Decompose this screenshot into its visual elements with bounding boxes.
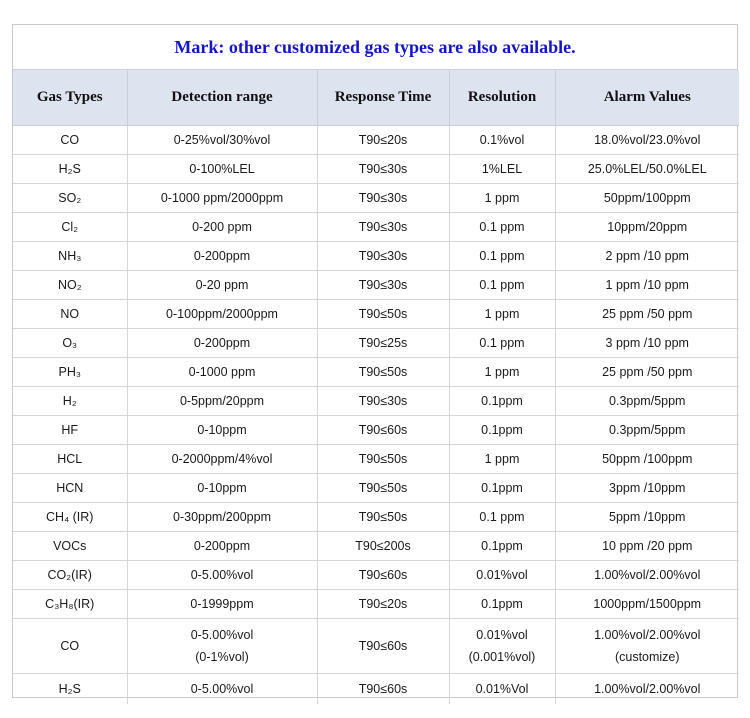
table-row <box>13 213 739 242</box>
cell-response: T90≤60s <box>317 619 449 674</box>
cell-gas: SO₂ <box>13 184 127 213</box>
cell-response: T90≤200s <box>317 532 449 561</box>
cell-response: T90≤50s <box>317 445 449 474</box>
cell-alarm: 1000ppm/1500ppm <box>555 590 739 619</box>
cell-alarm: 25 ppm /50 ppm <box>555 300 739 329</box>
cell-gas: CH₄ (IR) <box>13 503 127 532</box>
cell-range: 0-30ppm/200ppm <box>127 503 317 532</box>
cell-range: 0-25%vol/30%vol <box>127 126 317 155</box>
header-row <box>13 70 739 126</box>
cell-resolution: 1%LEL <box>449 155 555 184</box>
cell-gas: CO <box>13 126 127 155</box>
table-row <box>13 503 739 532</box>
table-row <box>13 300 739 329</box>
cell-gas: NO₂ <box>13 271 127 300</box>
cell-gas: HCN <box>13 474 127 503</box>
cell-range: 0-100ppm/2000ppm <box>127 300 317 329</box>
cell-resolution: 0.1ppm <box>449 416 555 445</box>
cell-range: 0-10ppm <box>127 416 317 445</box>
table-row <box>13 271 739 300</box>
cell-gas: O₃ <box>13 329 127 358</box>
cell-response: T90≤30s <box>317 387 449 416</box>
cell-resolution: 0.1 ppm <box>449 242 555 271</box>
table-row <box>13 532 739 561</box>
cell-response: T90≤25s <box>317 329 449 358</box>
cell-alarm: 10 ppm /20 ppm <box>555 532 739 561</box>
cell-response: T90≤50s <box>317 503 449 532</box>
cell-line: 0-5.00%vol <box>190 628 254 642</box>
cell-response: T90≤60s <box>317 674 449 705</box>
cell-alarm: 3ppm /10ppm <box>555 474 739 503</box>
cell-range: 0-5ppm/20ppm <box>127 387 317 416</box>
cell-resolution: 0.01%vol <box>449 561 555 590</box>
cell-gas: C₃H₈(IR) <box>13 590 127 619</box>
cell-line: (0-1%vol) <box>195 650 249 664</box>
cell-response: T90≤60s <box>317 416 449 445</box>
cell-resolution: 0.01%Vol <box>449 674 555 705</box>
cell-range: 0-200 ppm <box>127 213 317 242</box>
gas-spec-table <box>13 70 739 704</box>
cell-range: 0-200ppm <box>127 329 317 358</box>
cell-range: 0-5.00%vol <box>127 674 317 705</box>
cell-line: (customize) <box>614 650 680 664</box>
cell-range: 0-200ppm <box>127 242 317 271</box>
cell-alarm: 25 ppm /50 ppm <box>555 358 739 387</box>
table-row <box>13 590 739 619</box>
cell-alarm: 10ppm/20ppm <box>555 213 739 242</box>
cell-range: 0-2000ppm/4%vol <box>127 445 317 474</box>
cell-resolution: 1 ppm <box>449 184 555 213</box>
cell-resolution: 0.1 ppm <box>449 503 555 532</box>
cell-response: T90≤30s <box>317 155 449 184</box>
gas-spec-table-frame <box>12 24 738 698</box>
header-gas-types: Gas Types <box>13 70 127 126</box>
cell-response: T90≤50s <box>317 358 449 387</box>
cell-line: (0.001%vol) <box>468 650 536 664</box>
cell-alarm: 3 ppm /10 ppm <box>555 329 739 358</box>
cell-range: 0-5.00%vol <box>127 561 317 590</box>
cell-response: T90≤20s <box>317 126 449 155</box>
cell-alarm: 0.3ppm/5ppm <box>555 387 739 416</box>
cell-gas: HCL <box>13 445 127 474</box>
cell-line: 1.00%vol/2.00%vol <box>594 628 701 642</box>
table-row <box>13 184 739 213</box>
cell-alarm: 1 ppm /10 ppm <box>555 271 739 300</box>
cell-alarm: 50ppm/100ppm <box>555 184 739 213</box>
cell-gas: H₂S <box>13 155 127 184</box>
cell-gas: NH₃ <box>13 242 127 271</box>
cell-resolution: 0.1 ppm <box>449 329 555 358</box>
cell-alarm: 0.3ppm/5ppm <box>555 416 739 445</box>
cell-range <box>127 619 317 674</box>
cell-resolution: 0.1ppm <box>449 387 555 416</box>
cell-alarm: 18.0%vol/23.0%vol <box>555 126 739 155</box>
table-row <box>13 619 739 674</box>
cell-response: T90≤30s <box>317 184 449 213</box>
cell-resolution <box>449 619 555 674</box>
mark-note: Mark: other customized gas types are also available. <box>13 25 737 70</box>
cell-gas: CO <box>13 619 127 674</box>
cell-gas: H₂S <box>58 682 81 696</box>
cell-gas: CO₂(IR) <box>13 561 127 590</box>
cell-resolution: 0.1 ppm <box>449 271 555 300</box>
cell-range: 0-10ppm <box>127 474 317 503</box>
header-alarm-values: Alarm Values <box>555 70 739 126</box>
cell-range: 0-1000 ppm <box>127 358 317 387</box>
cell-range: 0-100%LEL <box>127 155 317 184</box>
cell-range: 0-1999ppm <box>127 590 317 619</box>
cell-resolution: 1 ppm <box>449 358 555 387</box>
table-row <box>13 358 739 387</box>
table-row <box>13 561 739 590</box>
cell-alarm: 5ppm /10ppm <box>555 503 739 532</box>
header-resolution: Resolution <box>449 70 555 126</box>
cell-alarm: 50ppm /100ppm <box>555 445 739 474</box>
cell-alarm: 2 ppm /10 ppm <box>555 242 739 271</box>
table-row <box>13 474 739 503</box>
cell-alarm: 1.00%vol/2.00%vol <box>555 674 739 705</box>
cell-alarm: 1.00%vol/2.00%vol <box>555 561 739 590</box>
cell-resolution: 0.1ppm <box>449 474 555 503</box>
cell-resolution: 0.1ppm <box>449 590 555 619</box>
table-row <box>13 416 739 445</box>
cell-response: T90≤30s <box>317 271 449 300</box>
cell-line: 0.01%vol <box>476 628 528 642</box>
table-row <box>13 155 739 184</box>
table-row <box>13 445 739 474</box>
table-row <box>13 242 739 271</box>
header-detection-range: Detection range <box>127 70 317 126</box>
cell-response: T90≤60s <box>317 561 449 590</box>
cell-alarm: 25.0%LEL/50.0%LEL <box>555 155 739 184</box>
cell-gas: H₂ <box>13 387 127 416</box>
table-row <box>13 674 739 705</box>
table-row <box>13 387 739 416</box>
header-response-time: Response Time <box>317 70 449 126</box>
cell-gas: VOCs <box>13 532 127 561</box>
cell-gas: PH₃ <box>13 358 127 387</box>
cell-gas: NO <box>13 300 127 329</box>
cell-resolution: 1 ppm <box>449 445 555 474</box>
cell-resolution: 0.1%vol <box>449 126 555 155</box>
table-row <box>13 126 739 155</box>
cell-response: T90≤50s <box>317 474 449 503</box>
cell-range: 0-1000 ppm/2000ppm <box>127 184 317 213</box>
table-row <box>13 329 739 358</box>
cell-resolution: 1 ppm <box>449 300 555 329</box>
cell-response: T90≤30s <box>317 242 449 271</box>
cell-resolution: 0.1 ppm <box>449 213 555 242</box>
cell-gas: Cl₂ <box>13 213 127 242</box>
cell-response: T90≤20s <box>317 590 449 619</box>
cell-alarm <box>555 619 739 674</box>
cell-resolution: 0.1ppm <box>449 532 555 561</box>
cell-range: 0-200ppm <box>127 532 317 561</box>
cell-range: 0-20 ppm <box>127 271 317 300</box>
cell-response: T90≤50s <box>317 300 449 329</box>
cell-response: T90≤30s <box>317 213 449 242</box>
cell-gas: HF <box>13 416 127 445</box>
